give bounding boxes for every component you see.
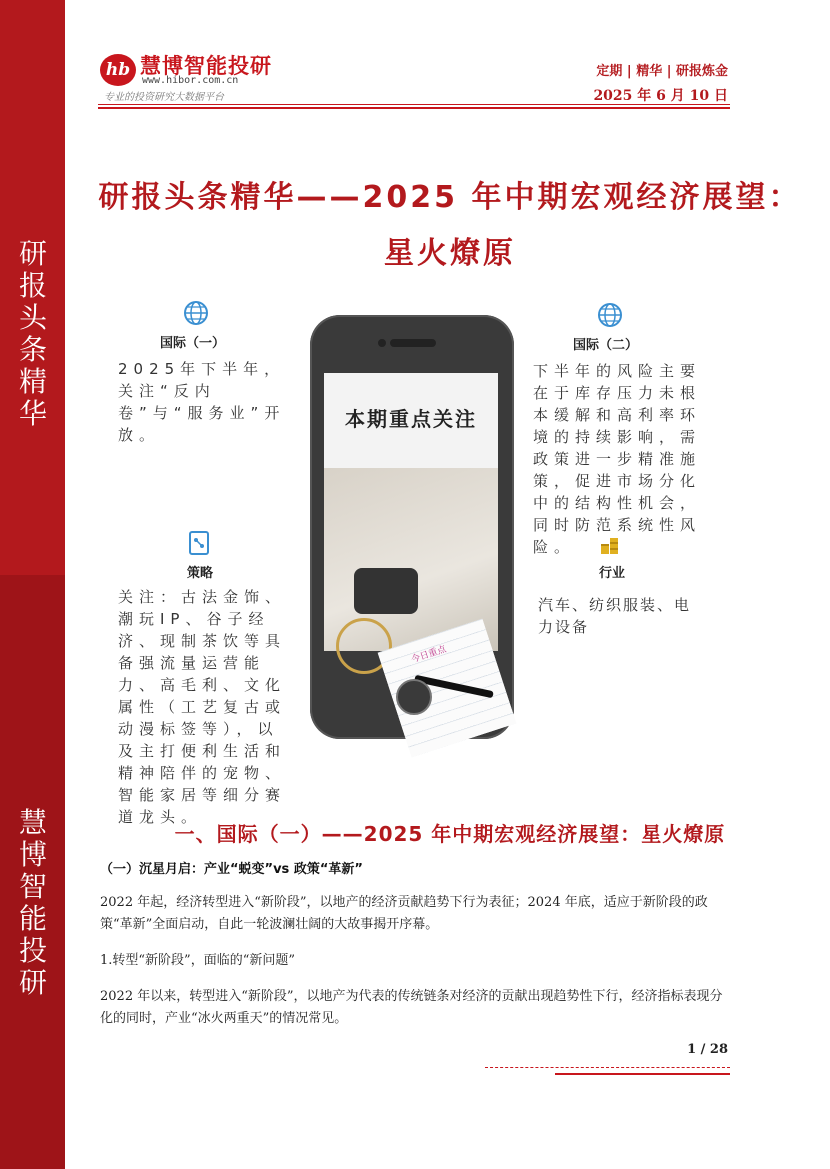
sidebar-bottom-band [0, 575, 65, 1169]
phone-screen [324, 373, 498, 666]
phone-illustration [310, 315, 514, 739]
page-title [70, 170, 830, 282]
globe-icon [597, 302, 623, 328]
phone-screen-label: 本期重点关注 [345, 407, 477, 431]
phone-home-button [396, 679, 432, 715]
quadrant-strategy-body: 关注：古法金饰、潮玩IP、谷子经济、现制茶饮等具备强流量运营能力、高毛利、文化属性（工艺复古或动漫标签等），以及主打便利生活和精神陪伴的宠物、智能家居等细分赛道龙头。 [118, 588, 287, 826]
strategy-board-icon [186, 530, 212, 556]
phone-camera [378, 339, 386, 347]
header-rule [98, 104, 730, 105]
sidebar-top-band [0, 0, 65, 575]
quadrant-strategy-heading: 策略 [187, 566, 214, 581]
page-title-line1: 研报头条精华——2025 年中期宏观经济展望： [98, 180, 802, 215]
paragraph: 2022 年以来，转型进入“新阶段”，以地产为代表的传统链条对经济的贡献出现趋势性下行，经济指标表现分化的同时，产业“冰火两重天”的情况常见。 [100, 989, 723, 1026]
camera-lens-image [354, 568, 418, 614]
brand-name: 慧博智能投研 [140, 54, 272, 78]
quadrant-intl1-heading: 国际（一） [160, 336, 226, 351]
quadrant-industry-heading: 行业 [599, 566, 626, 581]
quadrant-industry-body: 汽车、纺织服装、电力设备 [538, 596, 692, 636]
globe-icon [183, 300, 209, 326]
notepad-label: 今日重点 [410, 644, 448, 666]
page-number: 1 / 28 [687, 1042, 728, 1057]
sidebar-label-top: 研报头条精华 [18, 237, 47, 430]
section-title: 一、国际（一）——2025 年中期宏观经济展望：星火燎原 [174, 822, 726, 846]
paragraph-heading: 1.转型“新阶段”，面临的“新问题” [100, 953, 295, 968]
desk-photo [324, 468, 498, 666]
quadrant-intl1-body: 2025年下半年，关注“反内卷”与“服务业”开放。 [118, 360, 286, 444]
section-subheading: （一）沉星月启：产业“蜕变”vs 政策“革新” [100, 862, 363, 877]
paragraph: 2022 年起，经济转型进入“新阶段”，以地产的经济贡献趋势下行为表征；2024 年底，适应于新阶段的政策“革新”全面启动，自此一轮波澜壮阔的大故事揭开序幕。 [100, 895, 708, 932]
header-meta [593, 60, 728, 105]
header-date: 2025 年 6 月 10 日 [593, 88, 728, 104]
brand-mark-icon: hb [100, 54, 136, 86]
sidebar-label-bottom: 慧博智能投研 [18, 806, 47, 999]
page-title-line2: 星火燎原 [384, 236, 516, 271]
phone-speaker [390, 339, 436, 347]
header-tags: 定期 | 精华 | 研报炼金 [596, 64, 728, 79]
sidebar [0, 0, 65, 1169]
footer-rule-dashed [485, 1067, 730, 1068]
footer-rule [555, 1073, 730, 1075]
coins-icon [598, 530, 624, 556]
brand-logo [100, 48, 300, 103]
brand-slogan: 专业的投资研究大数据平台 [104, 92, 224, 103]
header-rule-thick [98, 107, 730, 109]
quadrant-intl2-body: 下半年的风险主要在于库存压力未根本缓解和高利率环境的持续影响，需政策进一步精准施策，促进市场分化中的结构性机会，同时防范系统性风险。 [533, 362, 702, 556]
quadrant-intl2-heading: 国际（二） [573, 338, 639, 353]
brand-url: www.hibor.com.cn [142, 75, 239, 86]
